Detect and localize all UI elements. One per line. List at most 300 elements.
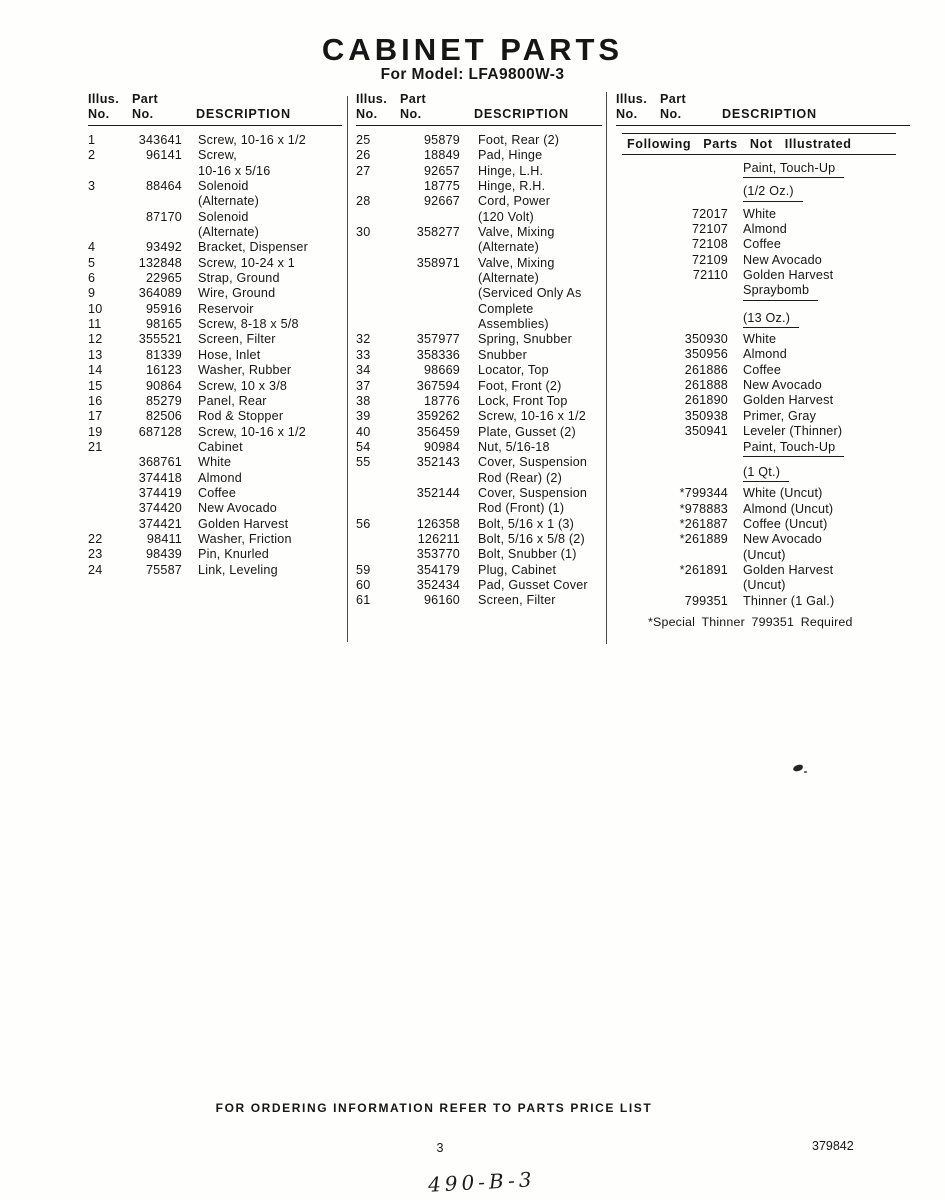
part-no: 87170 xyxy=(145,209,182,224)
part-description: Complete xyxy=(478,301,534,316)
parts-row xyxy=(616,378,910,393)
illus-no: 3 xyxy=(88,179,96,194)
illus-no: 38 xyxy=(356,393,371,408)
illus-no: 23 xyxy=(88,547,103,562)
illus-no xyxy=(616,393,646,408)
part-no: 92657 xyxy=(423,163,460,178)
illus-no xyxy=(616,424,646,439)
parts-row xyxy=(356,164,602,179)
header-illus: Illus. xyxy=(88,92,120,106)
part-no: 353770 xyxy=(416,547,460,562)
not-illustrated-banner: Following Parts Not Illustrated xyxy=(622,133,896,155)
parts-row xyxy=(356,317,602,332)
header-part: Part xyxy=(660,92,687,106)
illus-no: 26 xyxy=(356,148,371,163)
parts-row xyxy=(356,563,602,578)
parts-row xyxy=(88,486,342,501)
parts-row xyxy=(616,486,910,501)
part-description: Hose, Inlet xyxy=(198,347,261,362)
part-description: Almond (Uncut) xyxy=(743,501,834,516)
illus-no: 39 xyxy=(356,409,371,424)
part-no: 352144 xyxy=(416,485,460,500)
parts-row xyxy=(88,256,342,271)
parts-row xyxy=(356,425,602,440)
part-no: *261889 xyxy=(679,532,728,547)
header-line-1 xyxy=(88,92,342,107)
part-no: 687128 xyxy=(138,424,182,439)
part-no: 18775 xyxy=(423,179,460,194)
header-no: No. xyxy=(88,107,110,121)
part-no: *978883 xyxy=(679,501,728,516)
part-no xyxy=(386,286,460,301)
parts-row xyxy=(616,161,910,178)
parts-row xyxy=(356,194,602,209)
part-description: Screen, Filter xyxy=(198,332,276,347)
part-no xyxy=(386,271,460,286)
part-description: (Alternate) xyxy=(478,240,539,255)
part-no xyxy=(646,440,728,457)
parts-row xyxy=(88,455,342,470)
illus-no xyxy=(616,563,646,578)
parts-row xyxy=(88,394,342,409)
parts-row xyxy=(616,332,910,347)
part-description: Plug, Cabinet xyxy=(478,562,557,577)
illus-no: 9 xyxy=(88,286,96,301)
part-description: Reservoir xyxy=(198,301,254,316)
parts-row xyxy=(356,210,602,225)
part-description: Cover, Suspension xyxy=(478,485,588,500)
illus-no: 28 xyxy=(356,194,371,209)
parts-row xyxy=(616,222,910,237)
part-no: 799351 xyxy=(684,593,728,608)
parts-row xyxy=(88,179,342,194)
scan-artifact xyxy=(804,771,807,773)
part-description: Panel, Rear xyxy=(198,393,267,408)
parts-row xyxy=(88,271,342,286)
illus-no xyxy=(616,594,646,609)
part-no xyxy=(118,440,182,455)
illus-no: 32 xyxy=(356,332,371,347)
part-no xyxy=(386,317,460,332)
parts-row xyxy=(616,268,910,283)
part-description: New Avocado xyxy=(198,501,277,516)
part-description: Rod (Rear) (2) xyxy=(478,470,562,485)
parts-row xyxy=(356,486,602,501)
illus-no xyxy=(616,378,646,393)
parts-row xyxy=(88,409,342,424)
part-no: 261890 xyxy=(684,393,728,408)
illus-no xyxy=(356,256,386,271)
part-no: 72108 xyxy=(691,237,728,252)
parts-row xyxy=(88,240,342,255)
part-description: Plate, Gusset (2) xyxy=(478,424,576,439)
illus-no xyxy=(616,283,646,300)
illus-no xyxy=(88,517,118,532)
part-description: Hinge, L.H. xyxy=(478,163,544,178)
illus-no: 27 xyxy=(356,163,371,178)
part-no xyxy=(646,311,728,328)
part-no xyxy=(646,548,728,563)
part-no: 98669 xyxy=(423,363,460,378)
illus-no: 15 xyxy=(88,378,103,393)
part-description: Cover, Suspension xyxy=(478,455,588,470)
part-no xyxy=(646,283,728,300)
illus-no xyxy=(616,222,646,237)
parts-row xyxy=(616,184,910,201)
part-description: Washer, Rubber xyxy=(198,363,292,378)
parts-row xyxy=(616,237,910,252)
illus-no xyxy=(616,578,646,593)
header-line-2 xyxy=(356,107,602,122)
part-description: Golden Harvest xyxy=(743,268,834,283)
parts-row xyxy=(356,240,602,255)
page-number: 3 xyxy=(436,1141,444,1155)
part-no xyxy=(386,240,460,255)
illus-no xyxy=(356,532,386,547)
parts-row xyxy=(88,302,342,317)
part-description: (Uncut) xyxy=(743,547,786,562)
header-no: No. xyxy=(616,107,638,121)
page-title: CABINET PARTS xyxy=(321,32,624,67)
header-illus: Illus. xyxy=(356,92,388,106)
part-no xyxy=(118,194,182,209)
illus-no xyxy=(616,268,646,283)
scan-artifact xyxy=(792,764,803,772)
illus-no xyxy=(356,501,386,516)
part-no xyxy=(646,465,728,482)
parts-row xyxy=(356,471,602,486)
part-no: 261888 xyxy=(684,378,728,393)
illus-no xyxy=(616,237,646,252)
part-no: 82506 xyxy=(145,409,182,424)
part-no: 350930 xyxy=(684,332,728,347)
part-description: Spring, Snubber xyxy=(478,332,573,347)
part-description: Paint, Touch-Up xyxy=(743,161,844,178)
part-no: 98439 xyxy=(145,547,182,562)
part-no: 356459 xyxy=(416,424,460,439)
part-no: 90984 xyxy=(423,439,460,454)
illus-no xyxy=(616,517,646,532)
part-description: Almond xyxy=(743,222,787,237)
header-illus: Illus. xyxy=(616,92,648,106)
part-description: Coffee (Uncut) xyxy=(743,516,828,531)
part-description: Rod (Front) (1) xyxy=(478,501,565,516)
part-no: 95916 xyxy=(145,301,182,316)
part-description: White xyxy=(198,455,232,470)
part-description: Screw, 10-16 x 1/2 xyxy=(198,424,306,439)
illus-no: 40 xyxy=(356,424,371,439)
part-no: 367594 xyxy=(416,378,460,393)
header-description: DESCRIPTION xyxy=(722,107,817,121)
parts-row xyxy=(88,440,342,455)
part-no xyxy=(386,210,460,225)
parts-row xyxy=(88,225,342,240)
part-description: Almond xyxy=(743,347,787,362)
part-description: Bolt, 5/16 x 5/8 (2) xyxy=(478,531,585,546)
parts-row xyxy=(616,393,910,408)
part-no xyxy=(646,161,728,178)
parts-row xyxy=(88,379,342,394)
illus-no xyxy=(616,486,646,501)
parts-row xyxy=(88,348,342,363)
parts-row xyxy=(356,409,602,424)
part-no: 350938 xyxy=(684,408,728,423)
illus-no: 37 xyxy=(356,378,371,393)
part-description: Screw, 10-16 x 1/2 xyxy=(478,409,586,424)
illus-no xyxy=(616,184,646,201)
part-description: Primer, Gray xyxy=(743,408,817,423)
parts-rows xyxy=(356,133,602,609)
parts-row xyxy=(88,501,342,516)
illus-no xyxy=(356,286,386,301)
parts-row xyxy=(616,563,910,578)
illus-no: 14 xyxy=(88,363,103,378)
part-no: 95879 xyxy=(423,133,460,147)
part-no: 90864 xyxy=(145,378,182,393)
column-header xyxy=(616,92,910,126)
part-description: Bolt, Snubber (1) xyxy=(478,547,577,562)
illus-no xyxy=(88,164,118,179)
part-description: White xyxy=(743,206,777,221)
part-no xyxy=(386,501,460,516)
illus-no xyxy=(616,332,646,347)
part-description: Foot, Front (2) xyxy=(478,378,562,393)
parts-row xyxy=(356,517,602,532)
illus-no xyxy=(356,240,386,255)
parts-row xyxy=(88,532,342,547)
illus-no xyxy=(616,363,646,378)
parts-row xyxy=(356,225,602,240)
part-no xyxy=(646,578,728,593)
parts-row xyxy=(88,148,342,163)
parts-row xyxy=(616,517,910,532)
part-description: Washer, Friction xyxy=(198,531,292,546)
part-no: 72017 xyxy=(691,206,728,221)
illus-no xyxy=(616,253,646,268)
illus-no: 17 xyxy=(88,409,103,424)
parts-row xyxy=(616,548,910,563)
part-description: Lock, Front Top xyxy=(478,393,568,408)
part-description: Pin, Knurled xyxy=(198,547,270,562)
part-description: (1 Qt.) xyxy=(743,465,789,482)
illus-no xyxy=(356,179,386,194)
part-description: Snubber xyxy=(478,347,528,362)
part-no: 358277 xyxy=(416,225,460,240)
part-no: 72109 xyxy=(691,252,728,267)
parts-row xyxy=(88,517,342,532)
part-description: White xyxy=(743,332,777,347)
illus-no: 25 xyxy=(356,133,371,147)
parts-row xyxy=(356,348,602,363)
part-description: Locator, Top xyxy=(478,363,549,378)
parts-row xyxy=(356,547,602,562)
part-description: White (Uncut) xyxy=(743,486,823,501)
parts-row xyxy=(356,532,602,547)
part-no: 93492 xyxy=(145,240,182,255)
part-description: Spraybomb xyxy=(743,283,818,300)
part-no: 358336 xyxy=(416,347,460,362)
illus-no xyxy=(88,486,118,501)
parts-row xyxy=(356,271,602,286)
part-description: Golden Harvest xyxy=(743,393,834,408)
illus-no xyxy=(616,440,646,457)
parts-row xyxy=(356,501,602,516)
part-no: 374420 xyxy=(138,501,182,516)
illus-no xyxy=(88,501,118,516)
part-no: 357977 xyxy=(416,332,460,347)
document-number: 379842 xyxy=(812,1139,854,1153)
part-description: Link, Leveling xyxy=(198,562,278,577)
part-description: Screw, 10-24 x 1 xyxy=(198,255,296,270)
part-no: *799344 xyxy=(679,486,728,501)
header-line-2 xyxy=(616,107,910,122)
parts-row xyxy=(356,394,602,409)
illus-no xyxy=(356,210,386,225)
illus-no xyxy=(88,210,118,225)
parts-row xyxy=(88,563,342,578)
part-description: Solenoid xyxy=(198,179,249,194)
part-description: 10-16 x 5/16 xyxy=(198,163,271,178)
part-no: 374419 xyxy=(138,485,182,500)
part-description: Pad, Hinge xyxy=(478,148,543,163)
part-no: 368761 xyxy=(138,455,182,470)
part-no: 75587 xyxy=(145,562,182,577)
part-no: 364089 xyxy=(138,286,182,301)
illus-no xyxy=(88,455,118,470)
special-thinner-footnote: *Special Thinner 799351 Required xyxy=(648,614,853,629)
part-description: Cord, Power xyxy=(478,194,551,209)
part-description: Rod & Stopper xyxy=(198,409,284,424)
part-description: Assemblies) xyxy=(478,317,549,332)
parts-row xyxy=(356,363,602,378)
part-description: Leveler (Thinner) xyxy=(743,424,843,439)
part-description: Screw, 10 x 3/8 xyxy=(198,378,288,393)
part-description: Coffee xyxy=(743,362,782,377)
illus-no xyxy=(616,311,646,328)
part-no xyxy=(646,184,728,201)
header-no: No. xyxy=(400,107,422,121)
illus-no: 13 xyxy=(88,347,103,362)
part-description: Bracket, Dispenser xyxy=(198,240,308,255)
parts-row xyxy=(356,379,602,394)
illus-no: 22 xyxy=(88,531,103,546)
part-description: Thinner (1 Gal.) xyxy=(743,593,835,608)
header-part: Part xyxy=(132,92,159,106)
illus-no xyxy=(88,471,118,486)
part-description: Pad, Gusset Cover xyxy=(478,577,588,592)
part-description: Screw, 10-16 x 1/2 xyxy=(198,133,306,147)
parts-row xyxy=(616,347,910,362)
part-no: 352434 xyxy=(416,577,460,592)
illus-no: 59 xyxy=(356,562,371,577)
parts-rows xyxy=(616,161,910,609)
part-description: Golden Harvest xyxy=(198,516,289,531)
part-description: Screw, 8-18 x 5/8 xyxy=(198,317,299,332)
parts-row xyxy=(616,532,910,547)
parts-column-1 xyxy=(88,92,342,578)
column-divider xyxy=(606,92,607,644)
illus-no xyxy=(616,207,646,222)
header-description: DESCRIPTION xyxy=(196,107,291,121)
part-no: 72110 xyxy=(692,268,728,283)
part-description: (Alternate) xyxy=(198,225,259,240)
illus-no: 6 xyxy=(88,271,96,286)
parts-row xyxy=(88,133,342,148)
illus-no xyxy=(356,471,386,486)
part-no: 85279 xyxy=(145,393,182,408)
part-no: 96160 xyxy=(423,593,460,608)
part-description: Valve, Mixing xyxy=(478,225,555,240)
part-description: (Uncut) xyxy=(743,578,786,593)
part-description: New Avocado xyxy=(743,378,822,393)
illus-no xyxy=(356,486,386,501)
part-no: 126211 xyxy=(417,531,460,546)
parts-row xyxy=(616,253,910,268)
parts-row xyxy=(88,363,342,378)
part-no xyxy=(118,164,182,179)
part-description: (Alternate) xyxy=(198,194,259,209)
part-no: *261887 xyxy=(679,516,728,531)
parts-row xyxy=(356,148,602,163)
parts-row xyxy=(88,547,342,562)
part-description: New Avocado xyxy=(743,532,822,547)
part-no: 88464 xyxy=(145,179,182,194)
part-no: 354179 xyxy=(416,562,460,577)
part-no xyxy=(386,471,460,486)
header-no: No. xyxy=(660,107,682,121)
part-no: 350956 xyxy=(684,347,728,362)
parts-row xyxy=(356,440,602,455)
illus-no: 33 xyxy=(356,347,371,362)
part-no: 374418 xyxy=(138,470,182,485)
part-description: Coffee xyxy=(198,485,237,500)
part-no xyxy=(118,225,182,240)
parts-row xyxy=(356,179,602,194)
part-description: (13 Oz.) xyxy=(743,311,799,328)
header-part: Part xyxy=(400,92,427,106)
parts-row xyxy=(88,210,342,225)
part-no: 22965 xyxy=(145,271,182,286)
illus-no: 24 xyxy=(88,562,103,577)
parts-row xyxy=(616,283,910,300)
illus-no xyxy=(616,502,646,517)
illus-no xyxy=(356,317,386,332)
parts-row xyxy=(356,286,602,301)
illus-no: 54 xyxy=(356,439,371,454)
part-no: 92667 xyxy=(423,194,460,209)
illus-no: 16 xyxy=(88,393,103,408)
part-description: New Avocado xyxy=(743,252,822,267)
part-description: Cabinet xyxy=(198,439,243,454)
part-no: 81339 xyxy=(145,347,182,362)
parts-row xyxy=(88,425,342,440)
part-no: 126358 xyxy=(416,516,460,531)
part-description: Nut, 5/16-18 xyxy=(478,439,550,454)
parts-row xyxy=(88,471,342,486)
illus-no: 12 xyxy=(88,332,103,347)
part-no xyxy=(386,302,460,317)
part-no: 98411 xyxy=(146,531,182,546)
part-description: Coffee xyxy=(743,237,782,252)
part-description: Solenoid xyxy=(198,209,249,224)
part-description: Bolt, 5/16 x 1 (3) xyxy=(478,516,574,531)
illus-no: 60 xyxy=(356,577,371,592)
parts-row xyxy=(616,363,910,378)
illus-no: 30 xyxy=(356,225,371,240)
header-line-1 xyxy=(616,92,910,107)
illus-no: 34 xyxy=(356,363,371,378)
illus-no: 1 xyxy=(88,133,96,147)
